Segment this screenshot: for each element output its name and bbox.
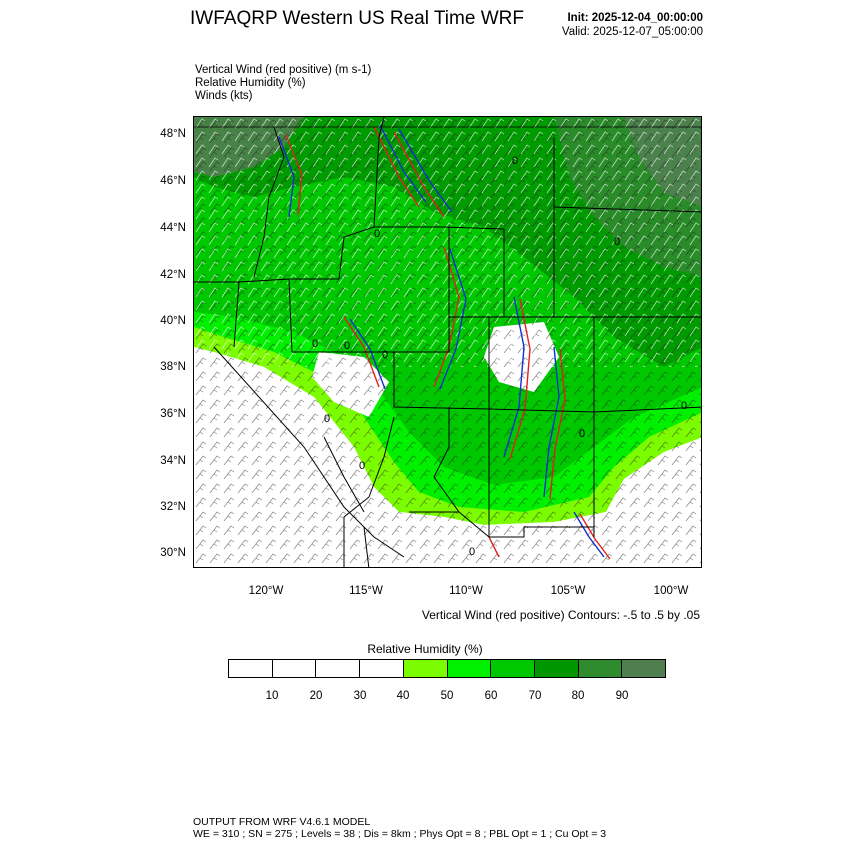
colorbar-title: Relative Humidity (%): [367, 642, 483, 656]
lat-label-30: 30°N: [160, 547, 186, 559]
colorbar-box: [229, 660, 273, 677]
contour-label: 0: [359, 460, 366, 472]
lon-label-100: 100°W: [653, 585, 689, 597]
contour-label: 0: [324, 413, 331, 425]
lat-label-48: 48°N: [160, 128, 186, 140]
colorbar-box: [360, 660, 404, 677]
contour-label: 0: [344, 340, 351, 352]
lat-label-40: 40°N: [160, 315, 186, 327]
map-panel: [193, 116, 702, 568]
colorbar-label: 30: [353, 690, 367, 702]
contour-label: 0: [681, 400, 688, 412]
contour-label: 0: [469, 546, 476, 558]
colorbar-box: [579, 660, 623, 677]
colorbar-label: 70: [528, 690, 542, 702]
colorbar-box: [316, 660, 360, 677]
lon-label-120: 120°W: [248, 585, 284, 597]
lat-label-34: 34°N: [160, 455, 186, 467]
colorbar: [228, 659, 666, 678]
contour-label: 0: [579, 428, 586, 440]
contour-label: 0: [312, 338, 319, 350]
lon-label-110: 110°W: [449, 585, 483, 597]
init-time: Init: 2025-12-04_00:00:00: [567, 12, 703, 24]
footer-config: WE = 310 ; SN = 275 ; Levels = 38 ; Dis = 8km ; Phys Opt = 8 ; PBL Opt = 1 ; Cu Opt = 3: [193, 828, 607, 840]
valid-time: Valid: 2025-12-07_05:00:00: [561, 26, 703, 38]
contour-note: Vertical Wind (red positive) Contours: -.5 to .5 by .05: [421, 608, 700, 622]
footer-model: OUTPUT FROM WRF V4.6.1 MODEL: [193, 816, 371, 828]
map-plot: [194, 117, 702, 568]
colorbar-label: 20: [309, 690, 323, 702]
lat-label-36: 36°N: [160, 408, 186, 420]
lat-label-44: 44°N: [160, 222, 186, 234]
contour-label: 0: [382, 349, 389, 361]
lat-label-38: 38°N: [160, 361, 186, 373]
lon-label-115: 115°W: [349, 585, 383, 597]
contour-label: 0: [374, 228, 381, 240]
field-relative-humidity: Relative Humidity (%): [195, 77, 306, 89]
colorbar-label: 90: [615, 690, 629, 702]
colorbar-box: [404, 660, 448, 677]
field-winds: Winds (kts): [195, 90, 253, 102]
contour-label: 0: [512, 155, 519, 167]
colorbar-box: [273, 660, 317, 677]
colorbar-box: [448, 660, 492, 677]
chart-title: IWFAQRP Western US Real Time WRF: [190, 8, 524, 29]
colorbar-label: 50: [440, 690, 454, 702]
wind-barbs-white-layer: [194, 117, 702, 367]
lat-label-42: 42°N: [160, 269, 186, 281]
colorbar-box: [491, 660, 535, 677]
contour-label: 0: [614, 236, 621, 248]
colorbar-box: [535, 660, 579, 677]
colorbar-label: 40: [396, 690, 410, 702]
colorbar-label: 80: [571, 690, 585, 702]
lat-label-32: 32°N: [160, 501, 186, 513]
lat-label-46: 46°N: [160, 175, 186, 187]
colorbar-box: [622, 660, 665, 677]
colorbar-label: 60: [484, 690, 498, 702]
lon-label-105: 105°W: [550, 585, 586, 597]
colorbar-label: 10: [265, 690, 279, 702]
field-vertical-wind: Vertical Wind (red positive) (m s-1): [195, 64, 372, 76]
